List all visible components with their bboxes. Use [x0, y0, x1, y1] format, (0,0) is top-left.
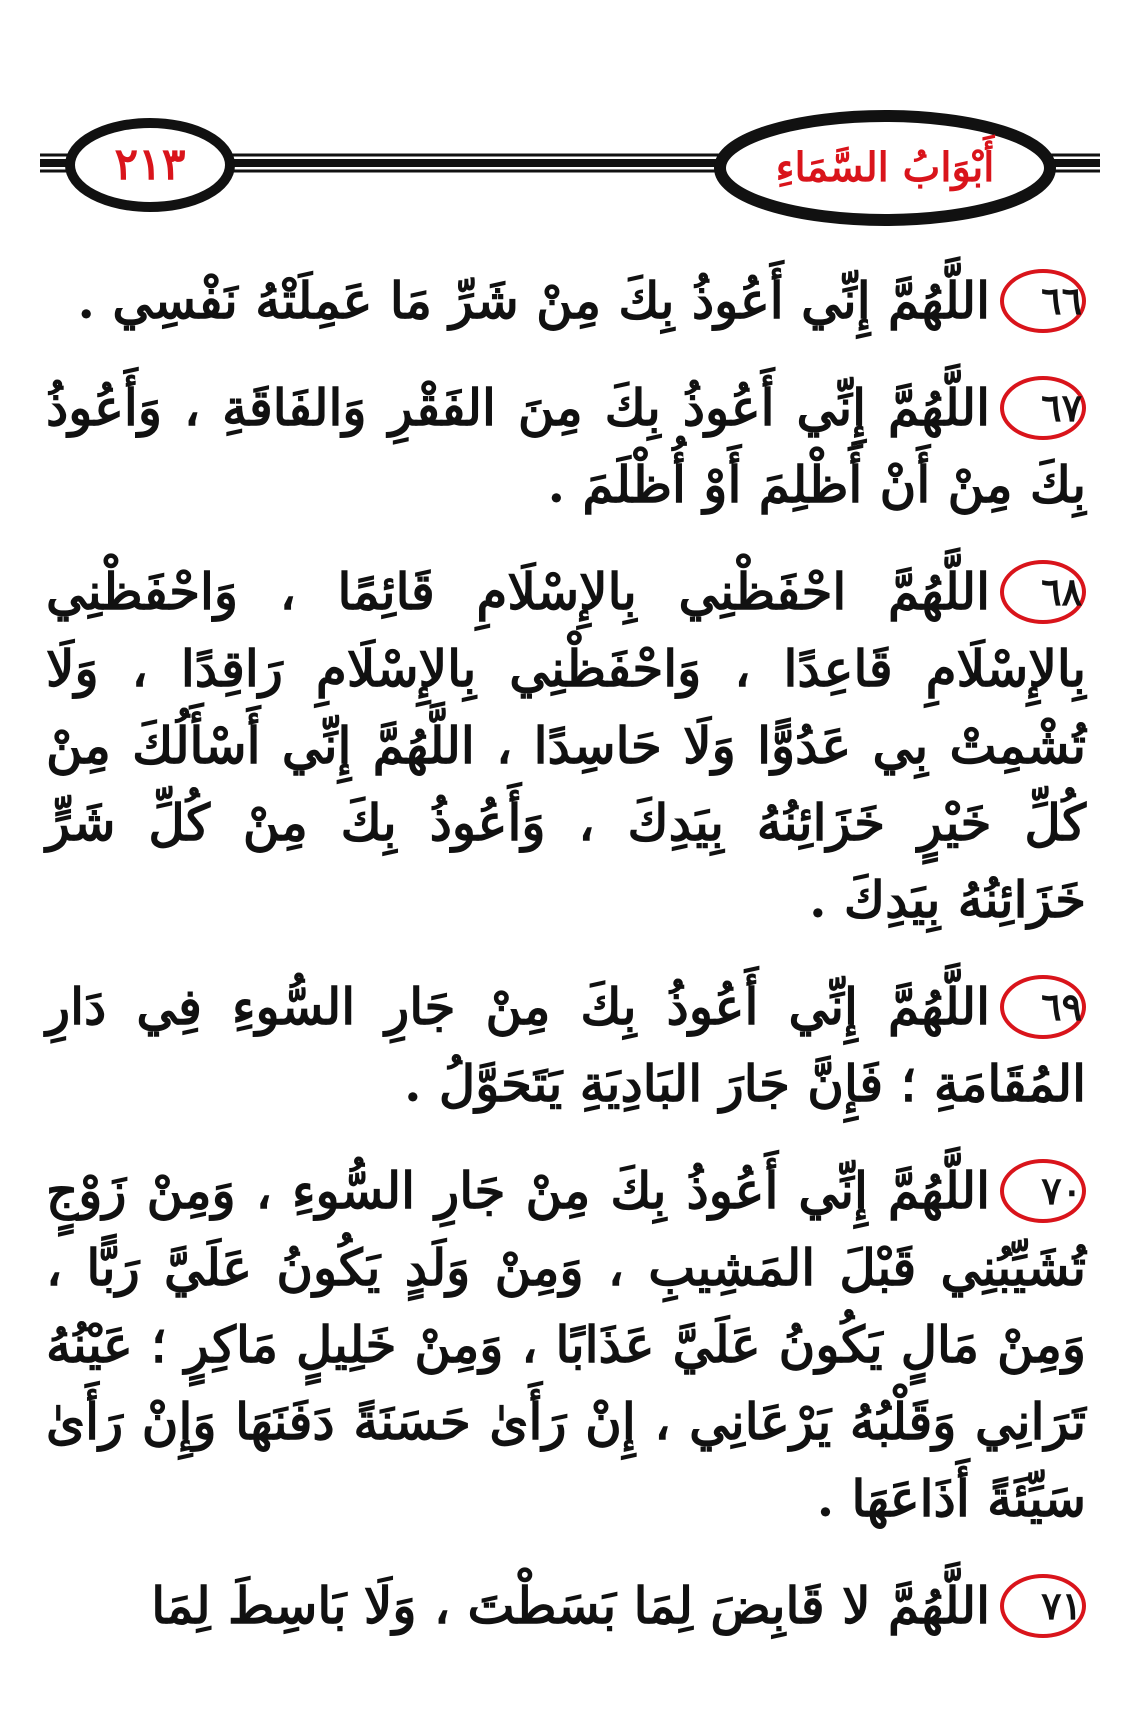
- entry-text: اللَّهُمَّ إِنِّي أَعُوذُ بِكَ مِنْ جَارِ السُّوءِ فِي دَارِ المُقَامَةِ ؛ فَإِنَّ جَارَ البَادِيَةِ يَتَحَوَّلُ .: [46, 977, 1086, 1113]
- dua-entry: [46, 553, 1086, 938]
- entry-number-badge: ٦٦: [1000, 269, 1086, 333]
- entry-text: اللَّهُمَّ لا قَابِضَ لِمَا بَسَطْتَ ، وَلَا بَاسِطَ لِمَا: [151, 1576, 990, 1635]
- main-content: [46, 262, 1086, 1674]
- entry-text: اللَّهُمَّ احْفَظْنِي بِالإِسْلَامِ قَائِمًا ، وَاحْفَظْنِي بِالإِسْلَامِ قَاعِدًا ، وَاحْفَظْنِي بِالإِسْلَامِ رَاقِدًا ، وَلَا تُشْمِتْ بِي عَدُوًّا وَلَا حَاسِدًا ، اللَّهُمَّ إِنِّي أَسْأَلُكَ مِنْ كُلِّ خَيْرٍ خَزَائِنُهُ بِيَدِكَ ، وَأَعُوذُ بِكَ مِنْ كُلِّ شَرٍّ خَزَائِنُهُ بِيَدِكَ .: [46, 562, 1086, 929]
- entry-number-badge: ٦٧: [1000, 376, 1086, 440]
- dua-entry: [46, 1567, 1086, 1644]
- dua-entry: [46, 968, 1086, 1122]
- entry-text: اللَّهُمَّ إِنِّي أَعُوذُ بِكَ مِنْ شَرِّ مَا عَمِلَتْهُ نَفْسِي .: [77, 271, 990, 330]
- entry-text: اللَّهُمَّ إِنِّي أَعُوذُ بِكَ مِنَ الفَقْرِ وَالفَاقَةِ ، وَأَعُوذُ بِكَ مِنْ أَنْ أَظْلِمَ أَوْ أُظْلَمَ .: [46, 378, 1086, 514]
- header-ornament: [0, 0, 1132, 240]
- dua-entry: [46, 1152, 1086, 1537]
- chapter-title: أَبْوَابُ السَّمَاءِ: [775, 144, 995, 191]
- entry-number-badge: ٦٨: [1000, 560, 1086, 624]
- entry-number-badge: ٦٩: [1000, 975, 1086, 1039]
- page-header: [0, 0, 1132, 240]
- page-number: ٢١٣: [114, 139, 186, 190]
- dua-entry: [46, 262, 1086, 339]
- entry-text: اللَّهُمَّ إِنِّي أَعُوذُ بِكَ مِنْ جَارِ السُّوءِ ، وَمِنْ زَوْجٍ تُشَيِّبُنِي قَبْلَ المَشِيبِ ، وَمِنْ وَلَدٍ يَكُونُ عَلَيَّ رَبًّا ، وَمِنْ مَالٍ يَكُونُ عَلَيَّ عَذَابًا ، وَمِنْ خَلِيلٍ مَاكِرٍ ؛ عَيْنُهُ تَرَانِي وَقَلْبُهُ يَرْعَانِي ، إِنْ رَأَىٰ حَسَنَةً دَفَنَهَا وَإِنْ رَأَىٰ سَيِّئَةً أَذَاعَهَا .: [46, 1161, 1086, 1528]
- entry-number-badge: ٧٠: [1000, 1159, 1086, 1223]
- entry-number-badge: ٧١: [1000, 1574, 1086, 1638]
- dua-entry: [46, 369, 1086, 523]
